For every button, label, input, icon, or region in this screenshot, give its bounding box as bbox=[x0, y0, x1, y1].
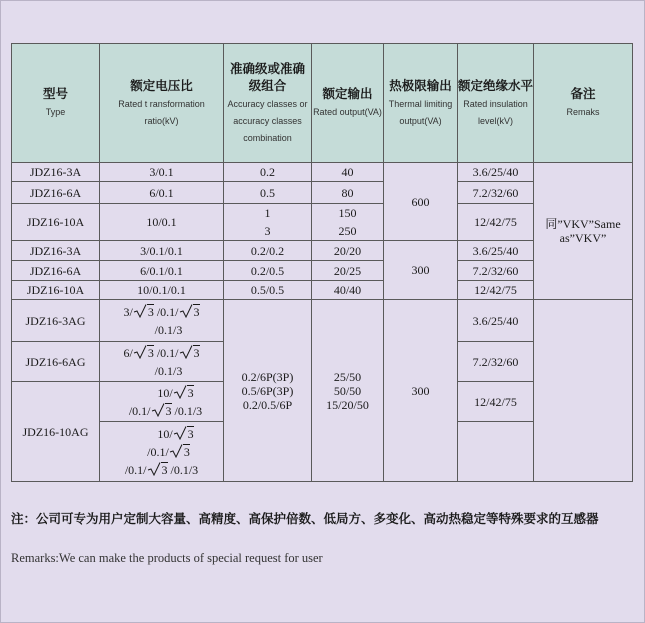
insulation-cell: 12/42/75 bbox=[458, 204, 534, 241]
ratio-cell: 3/ 3 /0.1/ 3 /0.1/3 bbox=[100, 300, 224, 342]
header-thermal: 热极限输出 Thermal limiting output(VA) bbox=[384, 44, 458, 163]
sqrt-radicand: 3 bbox=[161, 462, 168, 477]
thermal-cell: 300 bbox=[384, 241, 458, 300]
model-cell: JDZ16-6AG bbox=[12, 342, 100, 382]
output-cell: 80 bbox=[312, 182, 384, 204]
model-cell: JDZ16-3A bbox=[12, 163, 100, 182]
ratio-cell: 10/ 3 /0.1/ 3 /0.1/3 bbox=[100, 382, 224, 422]
ratio-cell: 3/0.1/0.1 bbox=[100, 241, 224, 261]
sqrt-radicand: 3 bbox=[193, 304, 200, 319]
ratio-cell: 6/0.1/0.1 bbox=[100, 261, 224, 281]
note-chinese: 注：公司可专为用户定制大容量、高精度、高保护倍数、低局方、多变化、高动热稳定等特殊要求的互感器 bbox=[11, 511, 599, 526]
ratio-cell: 6/0.1 bbox=[100, 182, 224, 204]
accuracy-cell: 0.5 bbox=[224, 182, 312, 204]
accuracy-cell: 0.2/6P(3P) 0.5/6P(3P) 0.2/0.5/6P bbox=[224, 300, 312, 482]
output-cell: 40 bbox=[312, 163, 384, 182]
output-cell: 20/20 bbox=[312, 241, 384, 261]
header-type: 型号 Type bbox=[12, 44, 100, 163]
sqrt-symbol bbox=[169, 443, 190, 461]
spec-table bbox=[11, 43, 633, 482]
insulation-cell: 12/42/75 bbox=[458, 382, 534, 422]
sqrt-symbol bbox=[173, 384, 194, 402]
header-output: 额定输出 Rated output(VA) bbox=[312, 44, 384, 163]
thermal-cell: 600 bbox=[384, 163, 458, 241]
sqrt-radicand: 3 bbox=[187, 426, 194, 441]
sqrt-radical-icon bbox=[133, 345, 147, 359]
sqrt-radical-icon bbox=[151, 403, 165, 417]
sqrt-symbol bbox=[151, 402, 172, 420]
sqrt-symbol bbox=[133, 344, 154, 362]
sqrt-radical-icon bbox=[173, 385, 187, 399]
sqrt-radical-icon bbox=[179, 304, 193, 318]
insulation-cell: 7.2/32/60 bbox=[458, 182, 534, 204]
insulation-cell: 3.6/25/40 bbox=[458, 300, 534, 342]
ratio-cell: 6/ 3 /0.1/ 3 /0.1/3 bbox=[100, 342, 224, 382]
sqrt-symbol bbox=[179, 303, 200, 321]
ratio-cell: 10/0.1/0.1 bbox=[100, 281, 224, 300]
output-cell: 250 bbox=[312, 223, 384, 241]
insulation-cell: 3.6/25/40 bbox=[458, 163, 534, 182]
table-row bbox=[12, 163, 633, 182]
model-cell: JDZ16-6A bbox=[12, 261, 100, 281]
sqrt-radical-icon bbox=[173, 426, 187, 440]
accuracy-cell: 3 bbox=[224, 223, 312, 241]
header-ratio: 额定电压比 Rated t ransformation ratio(kV) bbox=[100, 44, 224, 163]
insulation-cell-empty bbox=[458, 422, 534, 482]
table-row bbox=[12, 300, 633, 342]
accuracy-cell: 0.2/0.5 bbox=[224, 261, 312, 281]
header-remark: 备注 Remaks bbox=[534, 44, 633, 163]
model-cell: JDZ16-10A bbox=[12, 204, 100, 241]
sqrt-radical-icon bbox=[133, 304, 147, 318]
sqrt-radicand: 3 bbox=[193, 345, 200, 360]
model-cell: JDZ16-3AG bbox=[12, 300, 100, 342]
sqrt-radicand: 3 bbox=[165, 403, 172, 418]
sqrt-radicand: 3 bbox=[187, 385, 194, 400]
output-cell: 25/50 50/50 15/20/50 bbox=[312, 300, 384, 482]
output-cell: 150 bbox=[312, 204, 384, 223]
remark-cell: 同”VKV”Same as”VKV” bbox=[534, 163, 633, 300]
insulation-cell: 3.6/25/40 bbox=[458, 241, 534, 261]
sqrt-radicand: 3 bbox=[147, 304, 154, 319]
note-english: Remarks:We can make the products of special request for user bbox=[11, 551, 323, 565]
accuracy-cell: 0.2 bbox=[224, 163, 312, 182]
sqrt-radical-icon bbox=[179, 345, 193, 359]
sqrt-symbol bbox=[133, 303, 154, 321]
accuracy-cell: 0.2/0.2 bbox=[224, 241, 312, 261]
ratio-cell: 10/0.1 bbox=[100, 204, 224, 241]
insulation-cell: 12/42/75 bbox=[458, 281, 534, 300]
thermal-cell: 300 bbox=[384, 300, 458, 482]
sqrt-radicand: 3 bbox=[147, 345, 154, 360]
model-cell: JDZ16-6A bbox=[12, 182, 100, 204]
sqrt-symbol bbox=[147, 461, 168, 479]
model-cell: JDZ16-10A bbox=[12, 281, 100, 300]
sqrt-radicand: 3 bbox=[183, 444, 190, 459]
accuracy-cell: 0.5/0.5 bbox=[224, 281, 312, 300]
header-row bbox=[12, 44, 633, 163]
ratio-cell: 10/ 3 /0.1/ 3 /0.1/ 3 /0.1/3 bbox=[100, 422, 224, 482]
model-cell: JDZ16-10AG bbox=[12, 382, 100, 482]
model-cell: JDZ16-3A bbox=[12, 241, 100, 261]
sqrt-radical-icon bbox=[147, 462, 161, 476]
remark-cell-empty bbox=[534, 300, 633, 482]
header-insulation: 额定绝缘水平 Rated insulation level(kV) bbox=[458, 44, 534, 163]
insulation-cell: 7.2/32/60 bbox=[458, 342, 534, 382]
output-cell: 20/25 bbox=[312, 261, 384, 281]
output-cell: 40/40 bbox=[312, 281, 384, 300]
ratio-cell: 3/0.1 bbox=[100, 163, 224, 182]
sqrt-symbol bbox=[179, 344, 200, 362]
insulation-cell: 7.2/32/60 bbox=[458, 261, 534, 281]
accuracy-cell: 1 bbox=[224, 204, 312, 223]
sqrt-radical-icon bbox=[169, 444, 183, 458]
sqrt-symbol bbox=[173, 425, 194, 443]
header-accuracy: 准确级或准确级组合 Accuracy classes or accuracy classes combination bbox=[224, 44, 312, 163]
